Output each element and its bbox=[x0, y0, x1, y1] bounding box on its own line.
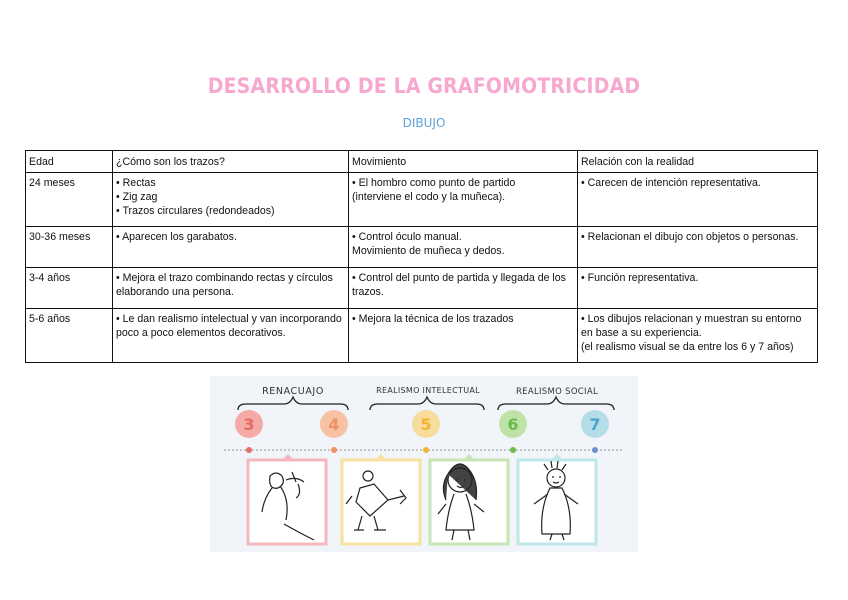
frame-pointer bbox=[551, 454, 563, 460]
stage-label-realismo-intelectual: REALISMO INTELECTUAL bbox=[376, 386, 480, 395]
cell-age: 24 meses bbox=[26, 173, 113, 227]
brace-realismo-social bbox=[498, 397, 614, 410]
age-label-3: 3 bbox=[243, 415, 255, 434]
development-table bbox=[25, 150, 818, 363]
timeline-dot bbox=[592, 447, 598, 453]
table-row bbox=[26, 268, 818, 309]
cell-age: 3-4 años bbox=[26, 268, 113, 309]
age-label-6: 6 bbox=[507, 415, 519, 434]
cell-age: 30-36 meses bbox=[26, 227, 113, 268]
header-relacion: Relación con la realidad bbox=[578, 151, 818, 173]
cell-movement: • Mejora la técnica de los trazados bbox=[349, 309, 578, 363]
table-row bbox=[26, 227, 818, 268]
cell-traces: • Le dan realismo intelectual y van incorporando poco a poco elementos decorativos. bbox=[113, 309, 349, 363]
cell-traces: • Rectas • Zig zag • Trazos circulares (redondeados) bbox=[113, 173, 349, 227]
page-title: DESARROLLO DE LA GRAFOMOTRICIDAD bbox=[207, 74, 641, 98]
age-label-5: 5 bbox=[420, 415, 432, 434]
header-movimiento: Movimiento bbox=[349, 151, 578, 173]
cell-reality: • Los dibujos relacionan y muestran su entorno en base a su experiencia. (el realismo visual se da entre los 6 y 7 años) bbox=[578, 309, 818, 363]
frame-pointer bbox=[282, 454, 294, 460]
drawing-frame-realismo-social bbox=[518, 460, 596, 544]
timeline-dot bbox=[331, 447, 337, 453]
cell-reality: • Función representativa. bbox=[578, 268, 818, 309]
frame-pointer bbox=[463, 454, 475, 460]
timeline-dot bbox=[246, 447, 252, 453]
table-row bbox=[26, 309, 818, 363]
cell-age: 5-6 años bbox=[26, 309, 113, 363]
brace-renacuajo bbox=[238, 397, 348, 410]
table-header-row bbox=[26, 151, 818, 173]
timeline-dot bbox=[423, 447, 429, 453]
cell-movement: • Control óculo manual. Movimiento de muñeca y dedos. bbox=[349, 227, 578, 268]
header-trazos: ¿Cómo son los trazos? bbox=[113, 151, 349, 173]
stage-label-renacuajo: RENACUAJO bbox=[262, 386, 324, 397]
page-subtitle: DIBUJO bbox=[402, 116, 446, 130]
cell-movement: • Control del punto de partida y llegada de los trazos. bbox=[349, 268, 578, 309]
drawing-frame-realismo-intelectual-1 bbox=[342, 460, 420, 544]
frame-pointer bbox=[375, 454, 387, 460]
age-label-7: 7 bbox=[589, 415, 601, 434]
timeline-dot bbox=[510, 447, 516, 453]
cell-reality: • Carecen de intención representativa. bbox=[578, 173, 818, 227]
table-row bbox=[26, 173, 818, 227]
brace-realismo-intelectual bbox=[370, 397, 484, 410]
header-edad: Edad bbox=[26, 151, 113, 173]
drawing-stages-infographic bbox=[210, 376, 638, 552]
cell-movement: • El hombro como punto de partido (interviene el codo y la muñeca). bbox=[349, 173, 578, 227]
stage-label-realismo-social: REALISMO SOCIAL bbox=[515, 387, 599, 397]
age-label-4: 4 bbox=[328, 415, 340, 434]
cell-traces: • Mejora el trazo combinando rectas y círculos elaborando una persona. bbox=[113, 268, 349, 309]
cell-traces: • Aparecen los garabatos. bbox=[113, 227, 349, 268]
cell-reality: • Relacionan el dibujo con objetos o personas. bbox=[578, 227, 818, 268]
